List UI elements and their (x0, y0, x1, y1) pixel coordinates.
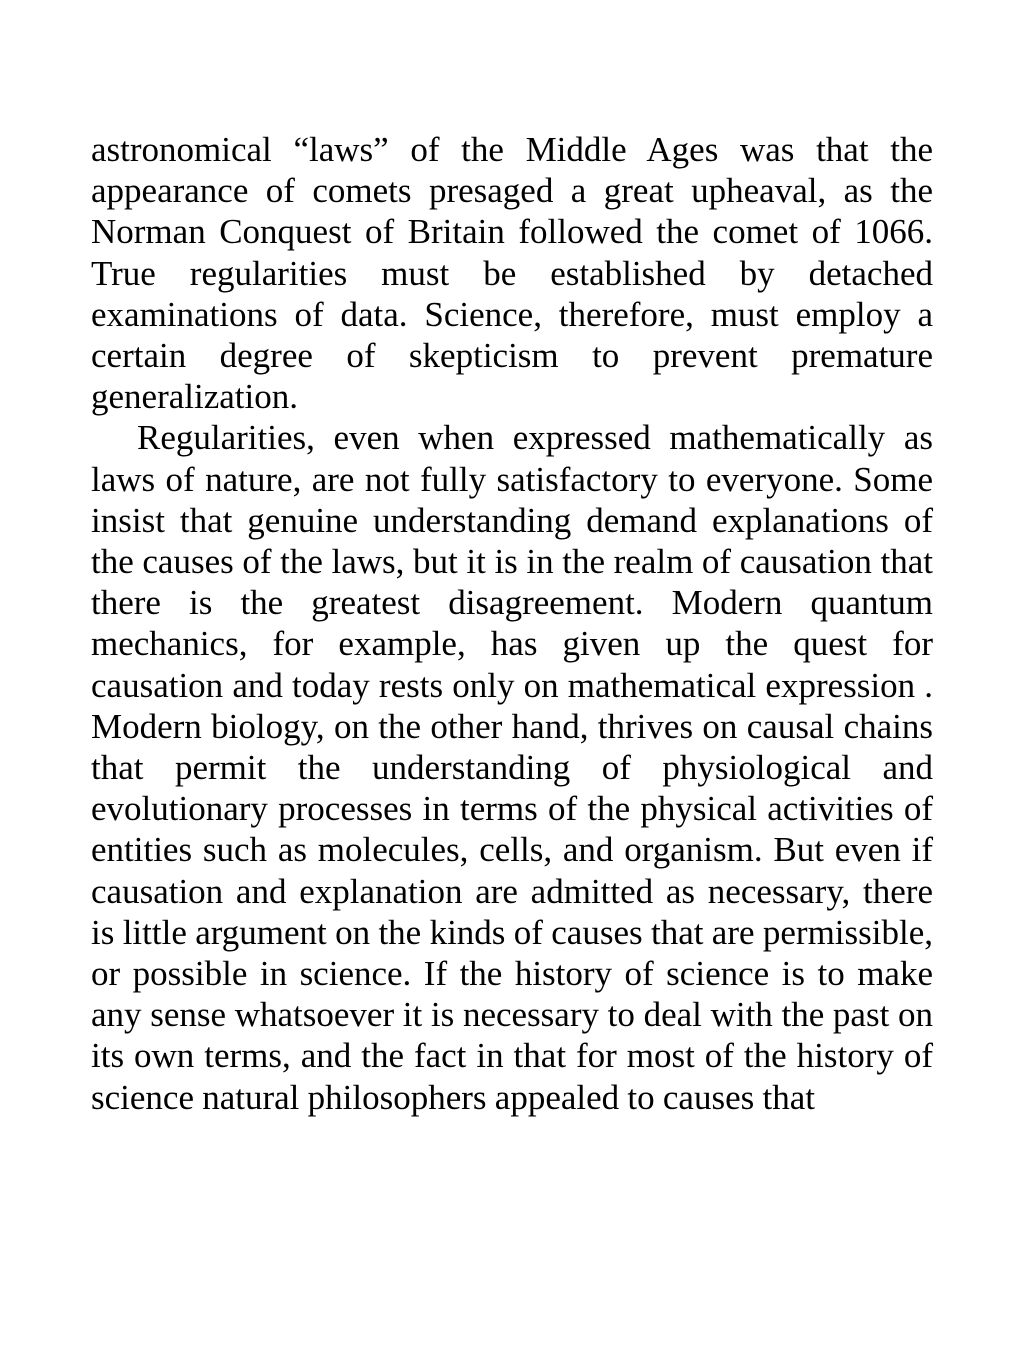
page-body (91, 129, 933, 1118)
paragraph-regularities: Regularities, even when expressed mathematically as laws of nature, are not fully satisfactory to everyone. Some insist that genuine understanding demand explanations of the causes of the laws, but it is in the realm of causation that there is the greatest disagreement. Modern quantum mechanics, for example, has given up the quest for causation and today rests only on mathematical expression . Modern biology, on the other hand, thrives on causal chains that permit the understanding of physiological and evolutionary processes in terms of the physical activities of entities such as molecules, cells, and organism. But even if causation and explanation are admitted as necessary, there is little argument on the kinds of causes that are permissible, or possible in science. If the history of science is to make any sense whatsoever it is necessary to deal with the past on its own terms, and the fact in that for most of the history of science natural philosophers appealed to causes that (91, 418, 933, 1117)
paragraph-continuation: astronomical “laws” of the Middle Ages was that the appearance of comets presaged a great upheaval, as the Norman Conquest of Britain followed the comet of 1066. True regularities must be established by detached examinations of data. Science, therefore, must employ a certain degree of skepticism to prevent premature generalization. (91, 130, 933, 417)
